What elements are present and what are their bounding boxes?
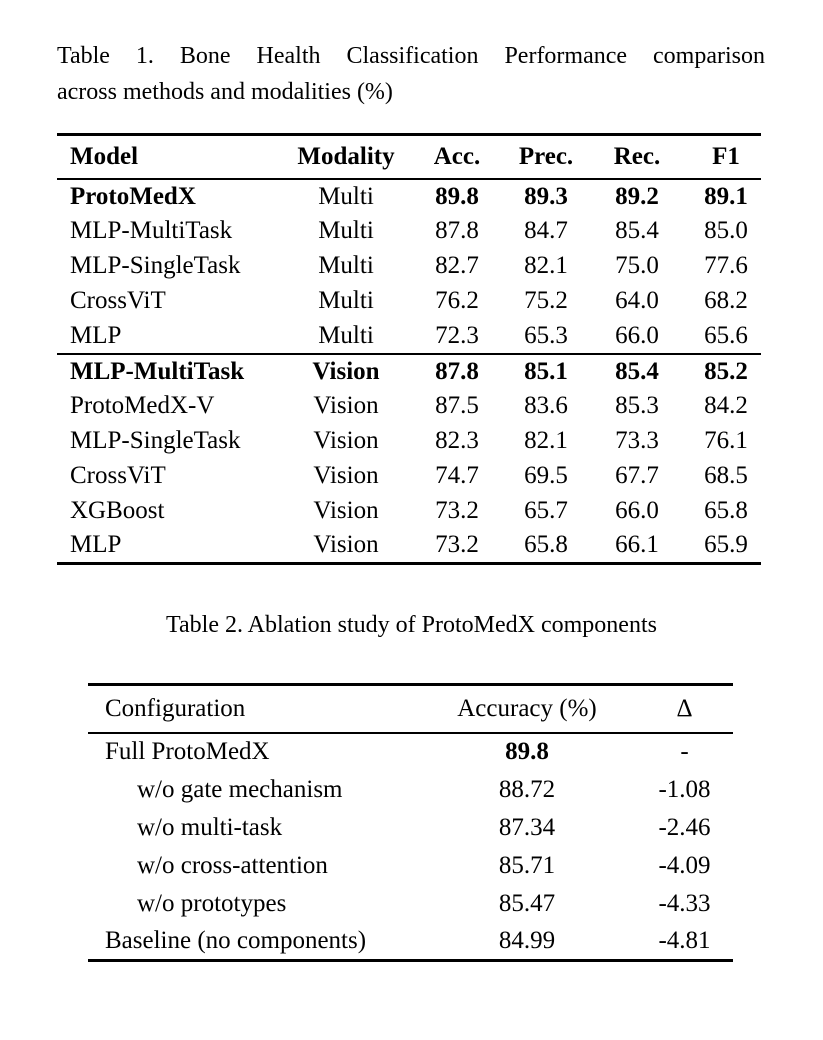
cell-modality: Vision	[313, 497, 379, 524]
table2-header-row	[88, 685, 733, 733]
cell-modality: Vision	[313, 462, 379, 489]
table-row	[57, 389, 761, 424]
table-row	[88, 847, 733, 885]
table-row	[57, 529, 761, 564]
cell-prec: 85.1	[524, 357, 568, 385]
cell-prec: 75.2	[524, 287, 568, 314]
cell-configuration: w/o gate mechanism	[137, 775, 343, 803]
cell-prec: 65.7	[524, 497, 568, 524]
table-row	[57, 284, 761, 319]
cell-accuracy: 84.99	[498, 926, 556, 954]
cell-model: MLP	[70, 321, 122, 349]
cell-acc: 87.8	[435, 217, 479, 244]
table1-caption-line1: Table 1. Bone Health Classification Performance comparison	[57, 43, 765, 69]
table-row	[88, 923, 733, 961]
cell-configuration: w/o cross-attention	[137, 851, 328, 879]
cell-modality: Multi	[318, 321, 374, 349]
cell-acc: 87.8	[435, 357, 479, 385]
column-header-accuracy: Accuracy (%)	[457, 694, 597, 722]
column-header-rec: Rec.	[613, 142, 661, 170]
column-header-f1: F1	[712, 142, 740, 170]
cell-modality: Multi	[318, 252, 374, 279]
cell-prec: 82.1	[524, 252, 568, 279]
table1-performance-comparison	[57, 133, 761, 565]
cell-configuration: w/o multi-task	[137, 813, 283, 841]
cell-model: XGBoost	[70, 497, 165, 524]
table1-caption-line2: across methods and modalities (%)	[57, 79, 393, 105]
cell-rec: 85.4	[615, 357, 659, 385]
cell-f1: 76.1	[704, 427, 748, 454]
cell-model: ProtoMedX	[70, 182, 196, 210]
cell-acc: 89.8	[435, 182, 479, 210]
cell-f1: 68.5	[704, 462, 748, 489]
cell-f1: 85.2	[704, 357, 748, 385]
cell-acc: 72.3	[435, 321, 479, 349]
cell-rec: 75.0	[615, 252, 659, 279]
cell-f1: 77.6	[704, 252, 748, 279]
table2-ablation-study	[88, 683, 733, 962]
cell-prec: 89.3	[524, 182, 568, 210]
table-row	[88, 809, 733, 847]
cell-accuracy: 85.47	[498, 889, 556, 917]
cell-modality: Vision	[312, 357, 380, 385]
cell-prec: 84.7	[524, 217, 568, 244]
cell-rec: 66.1	[615, 531, 659, 559]
cell-rec: 64.0	[615, 287, 659, 314]
cell-delta: -4.33	[658, 889, 711, 917]
table-row	[57, 494, 761, 529]
column-header-model: Model	[70, 142, 139, 170]
column-header-delta: Δ	[676, 694, 693, 722]
cell-prec: 69.5	[524, 462, 568, 489]
cell-delta: -	[680, 738, 689, 765]
cell-acc: 76.2	[435, 287, 479, 314]
column-header-configuration: Configuration	[105, 694, 246, 722]
cell-accuracy: 89.8	[505, 738, 549, 765]
table-row	[88, 885, 733, 923]
cell-model: MLP-MultiTask	[70, 357, 245, 385]
cell-f1: 85.0	[704, 217, 748, 244]
column-header-acc: Acc.	[433, 142, 481, 170]
table-row	[57, 179, 761, 214]
cell-modality: Vision	[313, 531, 379, 559]
cell-accuracy: 88.72	[498, 775, 556, 803]
table1-caption	[57, 38, 765, 110]
cell-delta: -2.46	[658, 813, 711, 841]
cell-rec: 73.3	[615, 427, 659, 454]
cell-acc: 73.2	[435, 531, 479, 559]
cell-f1: 68.2	[704, 287, 748, 314]
table1-header-row	[57, 135, 761, 179]
cell-rec: 66.0	[615, 321, 659, 349]
table1-vision-section	[57, 354, 761, 564]
cell-f1: 65.6	[704, 321, 748, 349]
cell-f1: 65.8	[704, 497, 748, 524]
cell-delta: -1.08	[658, 775, 711, 803]
cell-modality: Vision	[313, 427, 379, 454]
table1-multi-section	[57, 179, 761, 354]
cell-rec: 89.2	[615, 182, 659, 210]
cell-acc: 82.3	[435, 427, 479, 454]
cell-acc: 87.5	[435, 392, 479, 419]
cell-modality: Vision	[313, 392, 379, 419]
cell-model: MLP-MultiTask	[70, 217, 233, 244]
table-row	[88, 733, 733, 771]
cell-rec: 67.7	[615, 462, 659, 489]
cell-f1: 89.1	[704, 182, 748, 210]
cell-delta: -4.81	[658, 926, 711, 954]
table2-caption: Table 2. Ablation study of ProtoMedX components	[166, 612, 657, 638]
cell-delta: -4.09	[658, 851, 711, 879]
cell-accuracy: 85.71	[498, 851, 556, 879]
table-row	[57, 424, 761, 459]
cell-prec: 83.6	[524, 392, 568, 419]
cell-f1: 84.2	[704, 392, 748, 419]
table-row	[57, 249, 761, 284]
cell-model: MLP	[70, 531, 122, 559]
cell-model: ProtoMedX-V	[70, 392, 215, 419]
table-row	[57, 354, 761, 389]
cell-rec: 85.4	[615, 217, 659, 244]
cell-model: MLP-SingleTask	[70, 252, 241, 279]
cell-model: CrossViT	[70, 462, 166, 489]
table-row	[57, 214, 761, 249]
cell-prec: 65.8	[524, 531, 568, 559]
column-header-prec: Prec.	[518, 142, 574, 170]
cell-model: CrossViT	[70, 287, 166, 314]
cell-model: MLP-SingleTask	[70, 427, 241, 454]
cell-accuracy: 87.34	[498, 813, 556, 841]
table-row	[57, 459, 761, 494]
cell-configuration: Full ProtoMedX	[105, 738, 270, 765]
cell-modality: Multi	[318, 287, 374, 314]
cell-acc: 73.2	[435, 497, 479, 524]
cell-configuration: Baseline (no components)	[105, 926, 367, 954]
cell-rec: 66.0	[615, 497, 659, 524]
cell-modality: Multi	[318, 217, 374, 244]
cell-acc: 82.7	[435, 252, 479, 279]
column-header-modality: Modality	[297, 142, 395, 170]
cell-rec: 85.3	[615, 392, 659, 419]
table-row	[57, 319, 761, 354]
cell-f1: 65.9	[704, 531, 748, 559]
table-row	[88, 771, 733, 809]
cell-acc: 74.7	[435, 462, 479, 489]
cell-modality: Multi	[318, 182, 374, 210]
cell-prec: 65.3	[524, 321, 568, 349]
cell-configuration: w/o prototypes	[137, 889, 287, 917]
cell-prec: 82.1	[524, 427, 568, 454]
